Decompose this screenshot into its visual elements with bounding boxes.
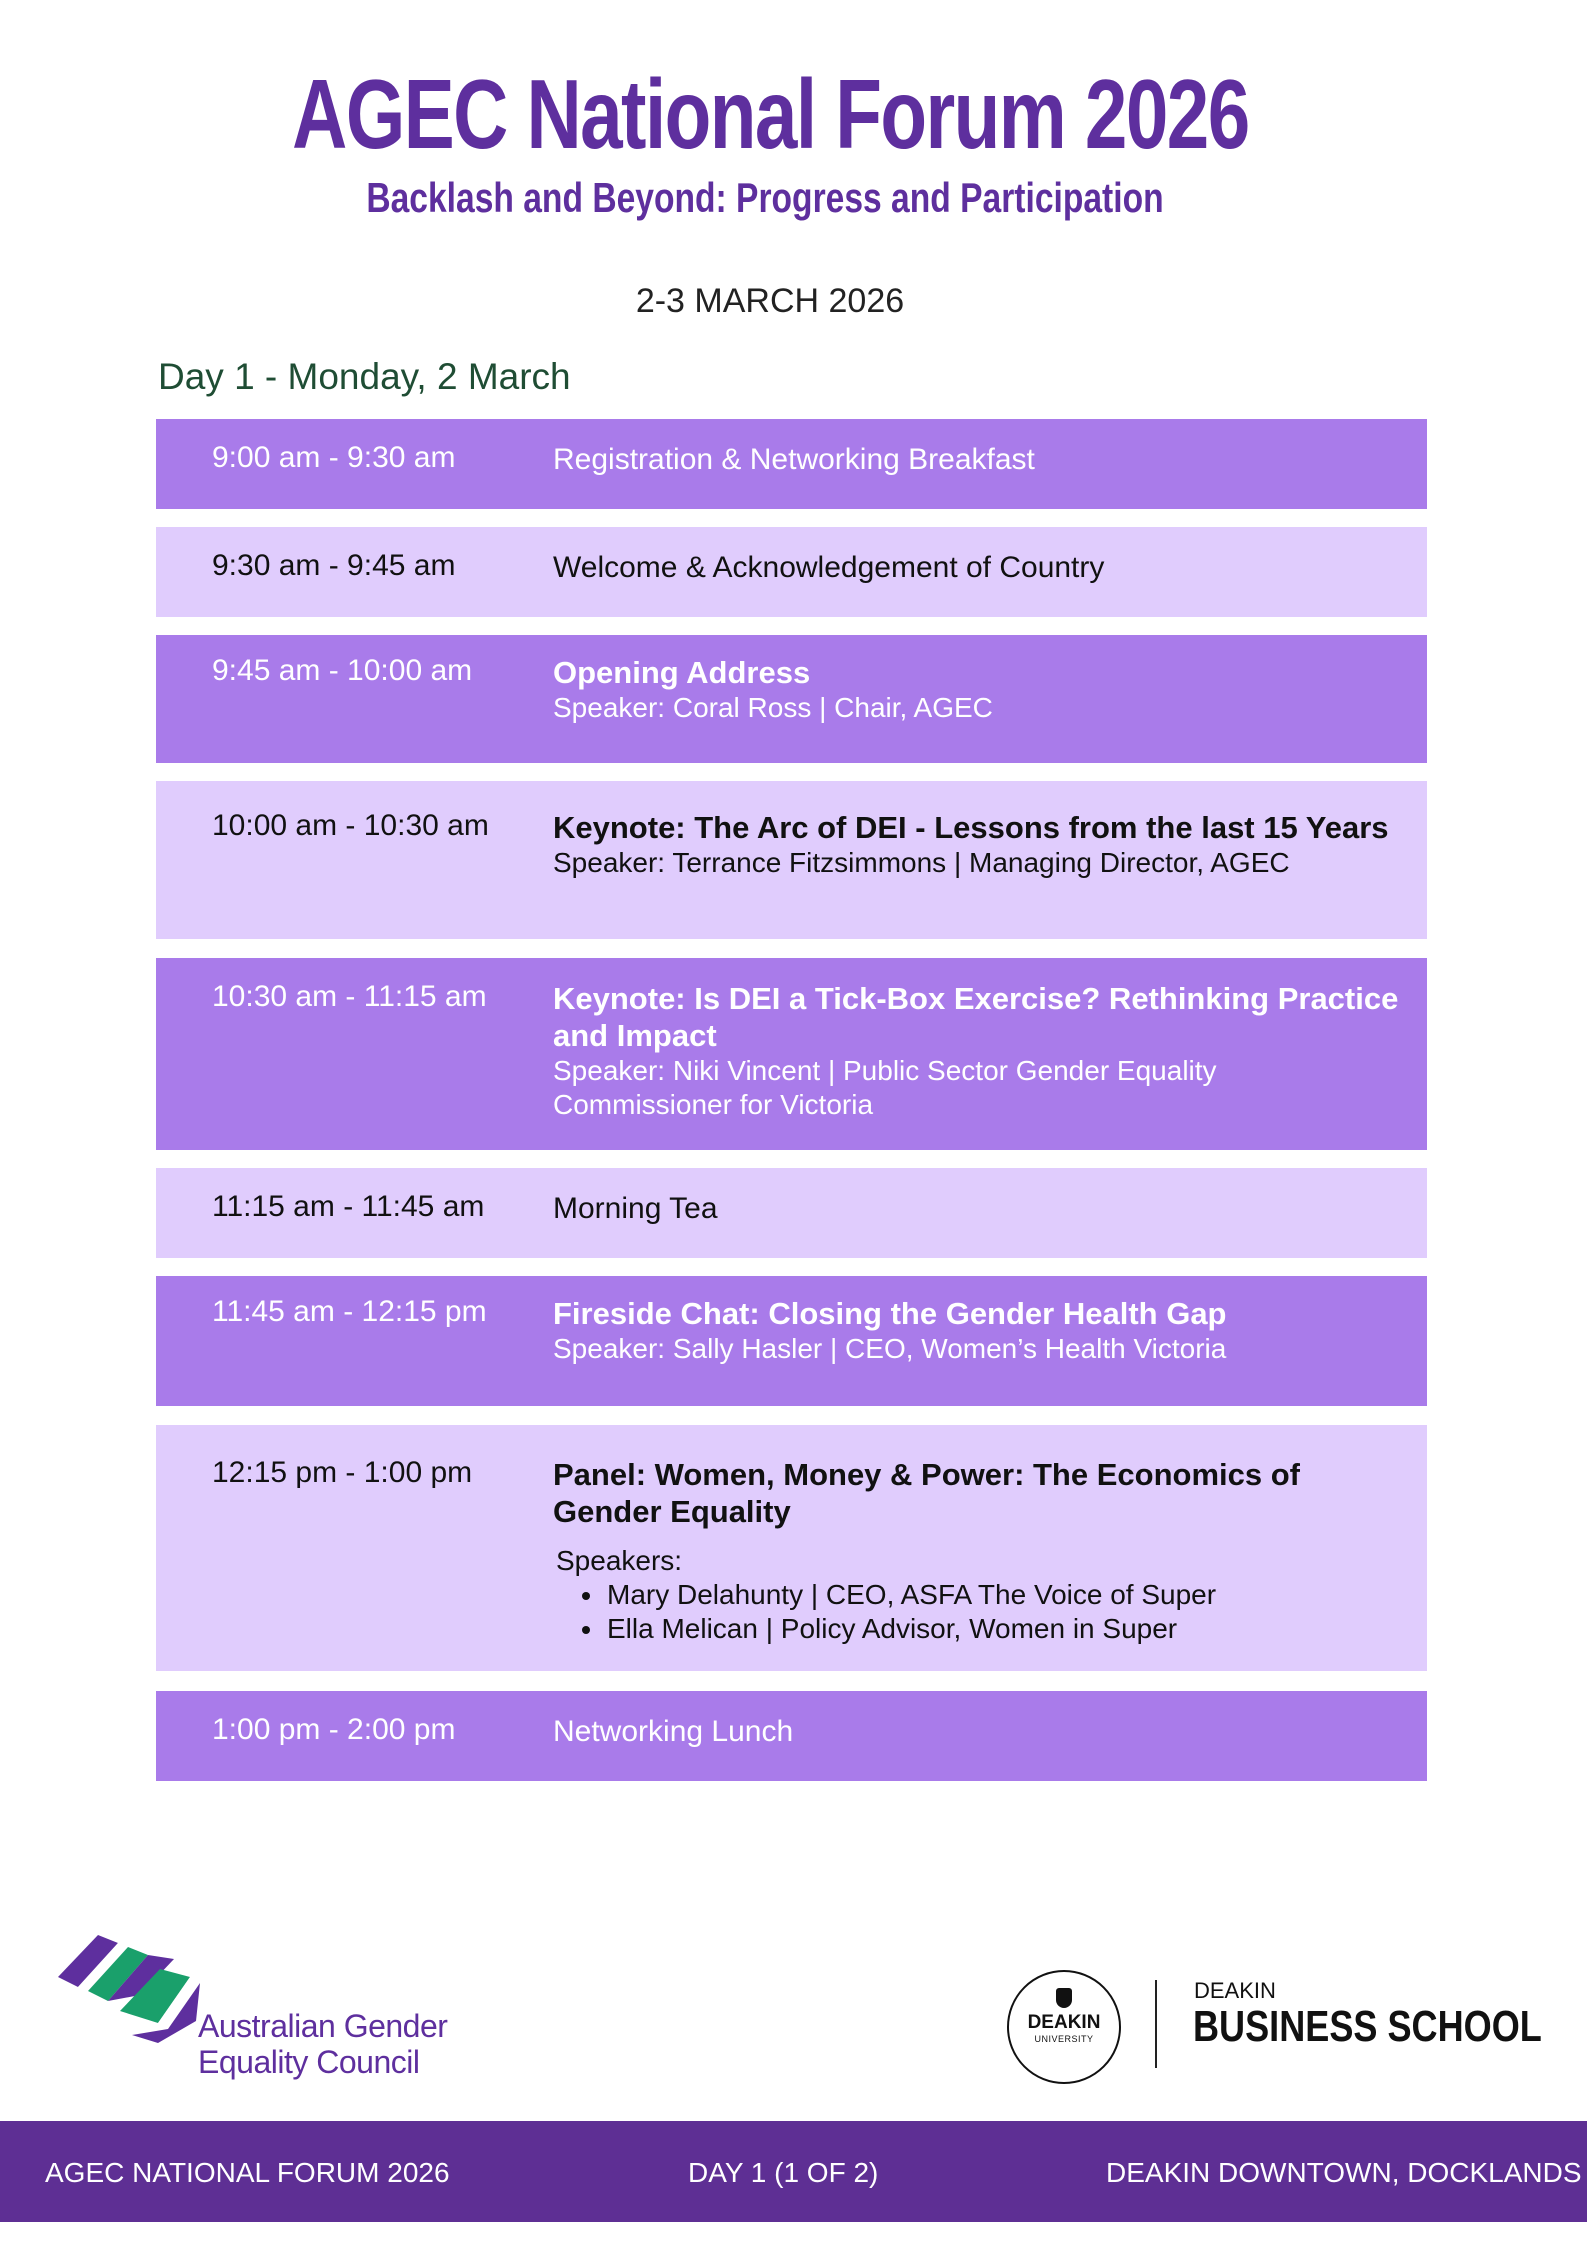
session-time: 10:00 am - 10:30 am bbox=[212, 809, 489, 842]
session-title: Welcome & Acknowledgement of Country bbox=[553, 551, 1105, 584]
session-time: 11:45 am - 12:15 pm bbox=[212, 1295, 487, 1328]
session-time: 1:00 pm - 2:00 pm bbox=[212, 1713, 456, 1746]
session-speaker: Speaker: Niki Vincent | Public Sector Gender Equality Commissioner for Victoria bbox=[553, 1055, 1217, 1120]
footer-bar bbox=[0, 2121, 1587, 2222]
agec-logo-line: Equality Council bbox=[198, 2044, 420, 2080]
session-time: 12:15 pm - 1:00 pm bbox=[212, 1456, 473, 1489]
agec-logo-icon bbox=[50, 1925, 202, 2047]
session-speaker: Speaker: Coral Ross | Chair, AGEC bbox=[553, 692, 993, 723]
session-title: Networking Lunch bbox=[553, 1715, 794, 1748]
footer-right: DEAKIN DOWNTOWN, DOCKLANDS bbox=[1106, 2157, 1582, 2188]
speaker-item: • Mary Delahunty | CEO, ASFA The Voice of Super bbox=[605, 1578, 1403, 1612]
session-title: Panel: Women, Money & Power: The Economics of Gender Equality bbox=[553, 1457, 1300, 1529]
session-title: Keynote: The Arc of DEI - Lessons from the last 15 Years bbox=[553, 810, 1389, 845]
speakers-label: Speakers: bbox=[556, 1545, 683, 1576]
session-time: 11:15 am - 11:45 am bbox=[212, 1190, 485, 1223]
business-school-name: BUSINESS SCHOOL bbox=[1193, 2002, 1542, 2051]
schedule-row bbox=[156, 1168, 1427, 1258]
session-title: Opening Address bbox=[553, 655, 811, 690]
event-date: 2-3 MARCH 2026 bbox=[635, 282, 905, 320]
footer-left: AGEC NATIONAL FORUM 2026 bbox=[45, 2157, 450, 2188]
speaker-list bbox=[553, 1578, 1403, 1646]
business-school-small: DEAKIN bbox=[1194, 1978, 1276, 2003]
session-title: Registration & Networking Breakfast bbox=[553, 443, 1035, 476]
agec-logo-text bbox=[198, 2008, 447, 2080]
footer-center: DAY 1 (1 OF 2) bbox=[688, 2157, 879, 2188]
session-time: 9:00 am - 9:30 am bbox=[212, 441, 456, 474]
deakin-crest-icon bbox=[1056, 1988, 1072, 2008]
schedule-row bbox=[156, 1276, 1427, 1406]
deakin-university-logo bbox=[1007, 1970, 1121, 2084]
day-heading: Day 1 - Monday, 2 March bbox=[158, 356, 571, 397]
schedule-row bbox=[156, 1691, 1427, 1781]
page-title: AGEC National Forum 2026 bbox=[292, 59, 1249, 169]
schedule-row bbox=[156, 1425, 1427, 1671]
schedule-row bbox=[156, 419, 1427, 509]
speaker-item: • Ella Melican | Policy Advisor, Women in Super bbox=[605, 1612, 1403, 1646]
session-time: 9:30 am - 9:45 am bbox=[212, 549, 456, 582]
schedule-row bbox=[156, 781, 1427, 939]
schedule-row bbox=[156, 635, 1427, 763]
session-title: Fireside Chat: Closing the Gender Health Gap bbox=[553, 1296, 1227, 1331]
session-time: 9:45 am - 10:00 am bbox=[212, 654, 473, 687]
deakin-logo-university: UNIVERSITY bbox=[1034, 2034, 1094, 2044]
session-speaker: Speaker: Terrance Fitzsimmons | Managing Director, AGEC bbox=[553, 847, 1290, 878]
session-speaker: Speaker: Sally Hasler | CEO, Women’s Health Victoria bbox=[553, 1333, 1227, 1364]
session-title: Keynote: Is DEI a Tick-Box Exercise? Rethinking Practice and Impact bbox=[553, 981, 1399, 1053]
session-time: 10:30 am - 11:15 am bbox=[212, 980, 487, 1013]
logo-divider bbox=[1155, 1980, 1157, 2068]
agec-logo-line: Australian Gender bbox=[198, 2008, 448, 2044]
deakin-logo-word: DEAKIN bbox=[1027, 2012, 1101, 2033]
session-title: Morning Tea bbox=[553, 1192, 718, 1225]
schedule-row bbox=[156, 527, 1427, 617]
schedule-row bbox=[156, 958, 1427, 1150]
page-subtitle: Backlash and Beyond: Progress and Participation bbox=[366, 174, 1164, 221]
